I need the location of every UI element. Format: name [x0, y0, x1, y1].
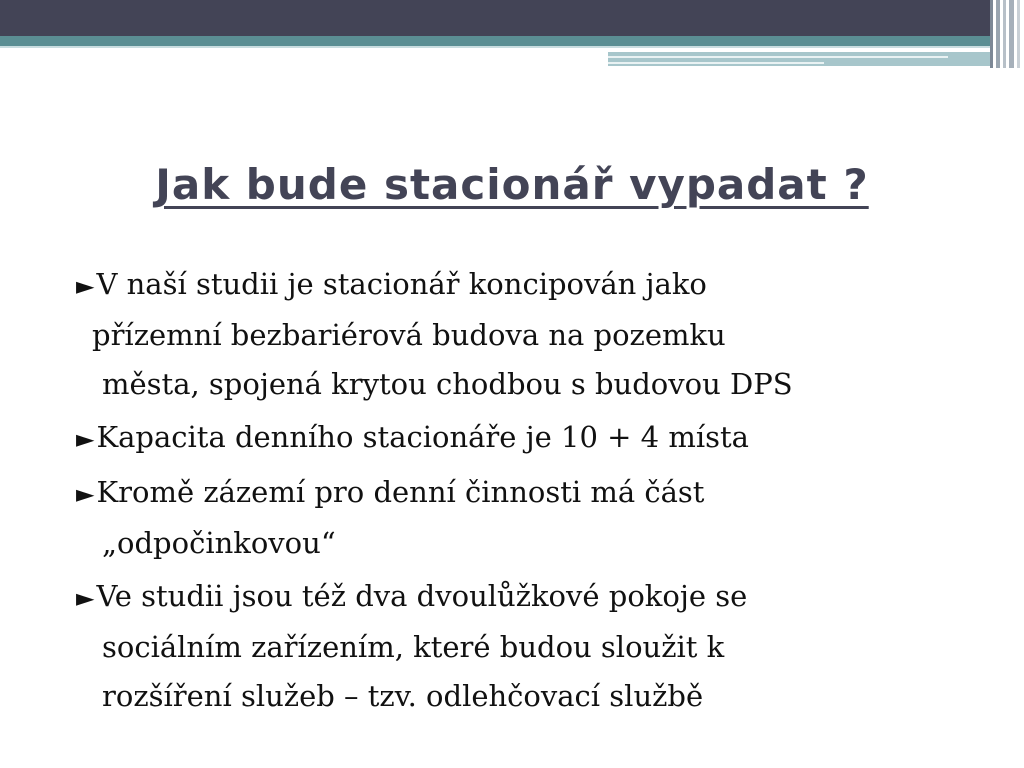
bullet-line: přízemní bezbariérová budova na pozemku: [92, 318, 726, 352]
bullet-line: sociálním zařízením, které budou sloužit k: [102, 630, 725, 664]
bullet-arrow-icon: ►: [76, 272, 95, 300]
header-stripes: [990, 0, 1024, 68]
slide-body: [76, 260, 996, 725]
header-dark-bar: [0, 0, 1024, 36]
bullet-item: [76, 468, 996, 568]
bullet-arrow-icon: ►: [76, 584, 95, 612]
bullet-line: „odpočinkovou“: [102, 526, 336, 560]
bullet-arrow-icon: ►: [76, 425, 95, 453]
bullet-line: rozšíření služeb – tzv. odlehčovací službě: [102, 679, 704, 713]
bullet-line: města, spojená krytou chodbou s budovou DPS: [102, 367, 793, 401]
bullet-item: [76, 413, 996, 464]
bullet-arrow-icon: ►: [76, 480, 95, 508]
header-accent-line: [608, 56, 948, 58]
bullet-line: Kromě zázemí pro denní činnosti má část: [96, 475, 705, 509]
bullet-line: Ve studii jsou též dva dvoulůžkové pokoje se: [96, 579, 748, 613]
header-accent-line: [608, 62, 824, 64]
header-light-line: [0, 46, 990, 48]
slide-title: Jak bude stacionář vypadat ?: [155, 160, 869, 209]
bullet-item: [76, 260, 996, 409]
bullet-item: [76, 572, 996, 721]
header-teal-band: [0, 36, 990, 46]
bullet-line: V naší studii je stacionář koncipován jako: [96, 267, 707, 301]
bullet-line: Kapacita denního stacionáře je 10 + 4 místa: [96, 420, 749, 454]
